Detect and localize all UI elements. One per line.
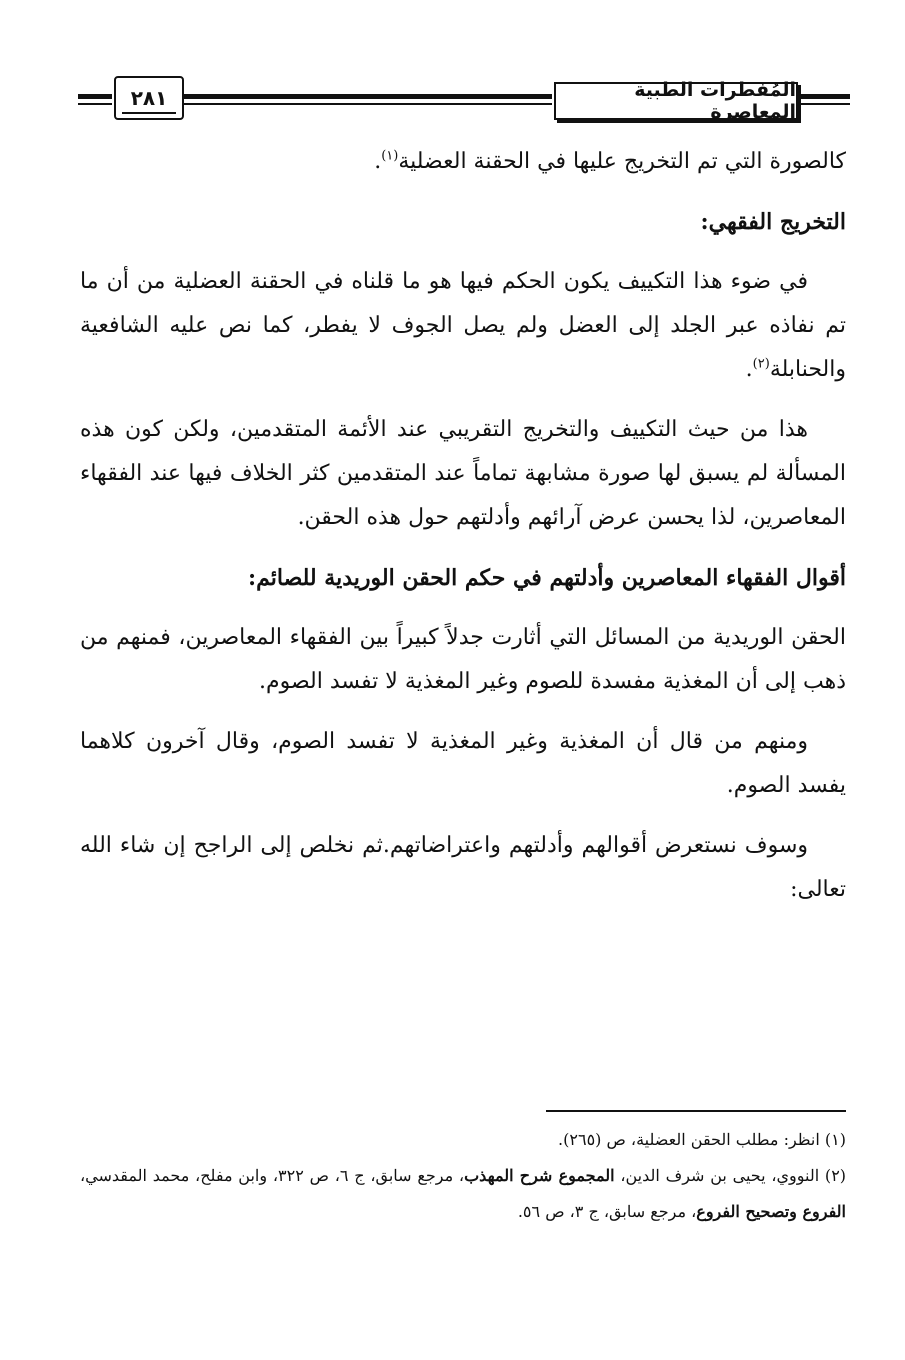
page-number: ٢٨١ xyxy=(130,86,168,110)
footnotes xyxy=(80,1122,846,1230)
paragraph-1 xyxy=(80,140,846,184)
footnote-2-book-2: الفروع وتصحيح الفروع xyxy=(696,1202,846,1221)
heading-contemporary-opinions: أقوال الفقهاء المعاصرين وأدلتهم في حكم الحقن الوريدية للصائم: xyxy=(247,565,846,591)
paragraph-1-text: كالصورة التي تم التخريج عليها في الحقنة العضلية xyxy=(398,149,846,174)
footnote-separator xyxy=(546,1110,846,1112)
header-rule-right-thin xyxy=(800,103,850,105)
page-number-box xyxy=(114,76,184,120)
header-rule-middle-thick xyxy=(182,94,552,99)
footnote-1: (١) انظر: مطلب الحقن العضلية، ص (٢٦٥). xyxy=(558,1130,846,1149)
paragraph-2-text: في ضوء هذا التكييف يكون الحكم فيها هو ما قلناه في الحقنة العضلية من أن ما تم نفاذه عبر الجلد إلى العضل ولم يصل الجوف لا يفطر، كما نص عليه الشافعية والحنابلة xyxy=(80,269,846,382)
heading-fiqh-derivation: التخريج الفقهي: xyxy=(700,209,846,235)
header-rule-middle-thin xyxy=(182,103,552,105)
paragraph-2-end: . xyxy=(745,357,753,382)
paragraph-1-end: . xyxy=(374,149,382,174)
footnote-ref-1: (١) xyxy=(381,148,399,164)
running-title xyxy=(554,79,798,123)
paragraph-3: هذا من حيث التكييف والتخريج التقريبي عند الأئمة المتقدمين، ولكن كون هذه المسألة لم يسبق لها صورة مشابهة تماماً عند المتقدمين كثر الخلاف فيها عند الفقهاء المعاصرين، لذا يحسن عرض آرائهم وأدلتهم حول هذه الحقن. xyxy=(80,417,846,530)
header-rule-left-thin xyxy=(78,103,112,105)
paragraph-6: وسوف نستعرض أقوالهم وأدلتهم واعتراضاتهم.ثم نخلص إلى الراجح إن شاء الله تعالى: xyxy=(80,833,846,902)
footnote-2-part-e: ، مرجع سابق، ج ٣، ص ٥٦. xyxy=(517,1202,697,1221)
footnote-2 xyxy=(80,1158,846,1230)
header-rule-right-thick xyxy=(800,94,850,99)
footnote-2-part-c: ، مرجع سابق، ج ٦، ص ٣٢٢، وابن مفلح، محمد المقدسي، xyxy=(80,1166,465,1185)
page-body xyxy=(80,140,846,928)
paragraph-5: ومنهم من قال أن المغذية وغير المغذية لا تفسد الصوم، وقال آخرون كلاهما يفسد الصوم. xyxy=(80,729,846,798)
footnote-ref-2: (٢) xyxy=(752,356,770,372)
footnote-2-book-1: المجموع شرح المهذب xyxy=(464,1166,615,1185)
paragraph-2 xyxy=(80,260,846,392)
paragraph-4: الحقن الوريدية من المسائل التي أثارت جدلاً كبيراً بين الفقهاء المعاصرين، فمنهم من ذهب إلى أن المغذية مفسدة للصوم وغير المغذية لا تفسد الصوم. xyxy=(80,625,846,694)
footnote-2-part-a: (٢) النووي، يحيى بن شرف الدين، xyxy=(614,1166,847,1185)
page-header xyxy=(78,70,850,122)
header-rule-left-thick xyxy=(78,94,112,99)
running-title-text: المُفطرات الطبية المعاصرة xyxy=(634,79,796,123)
